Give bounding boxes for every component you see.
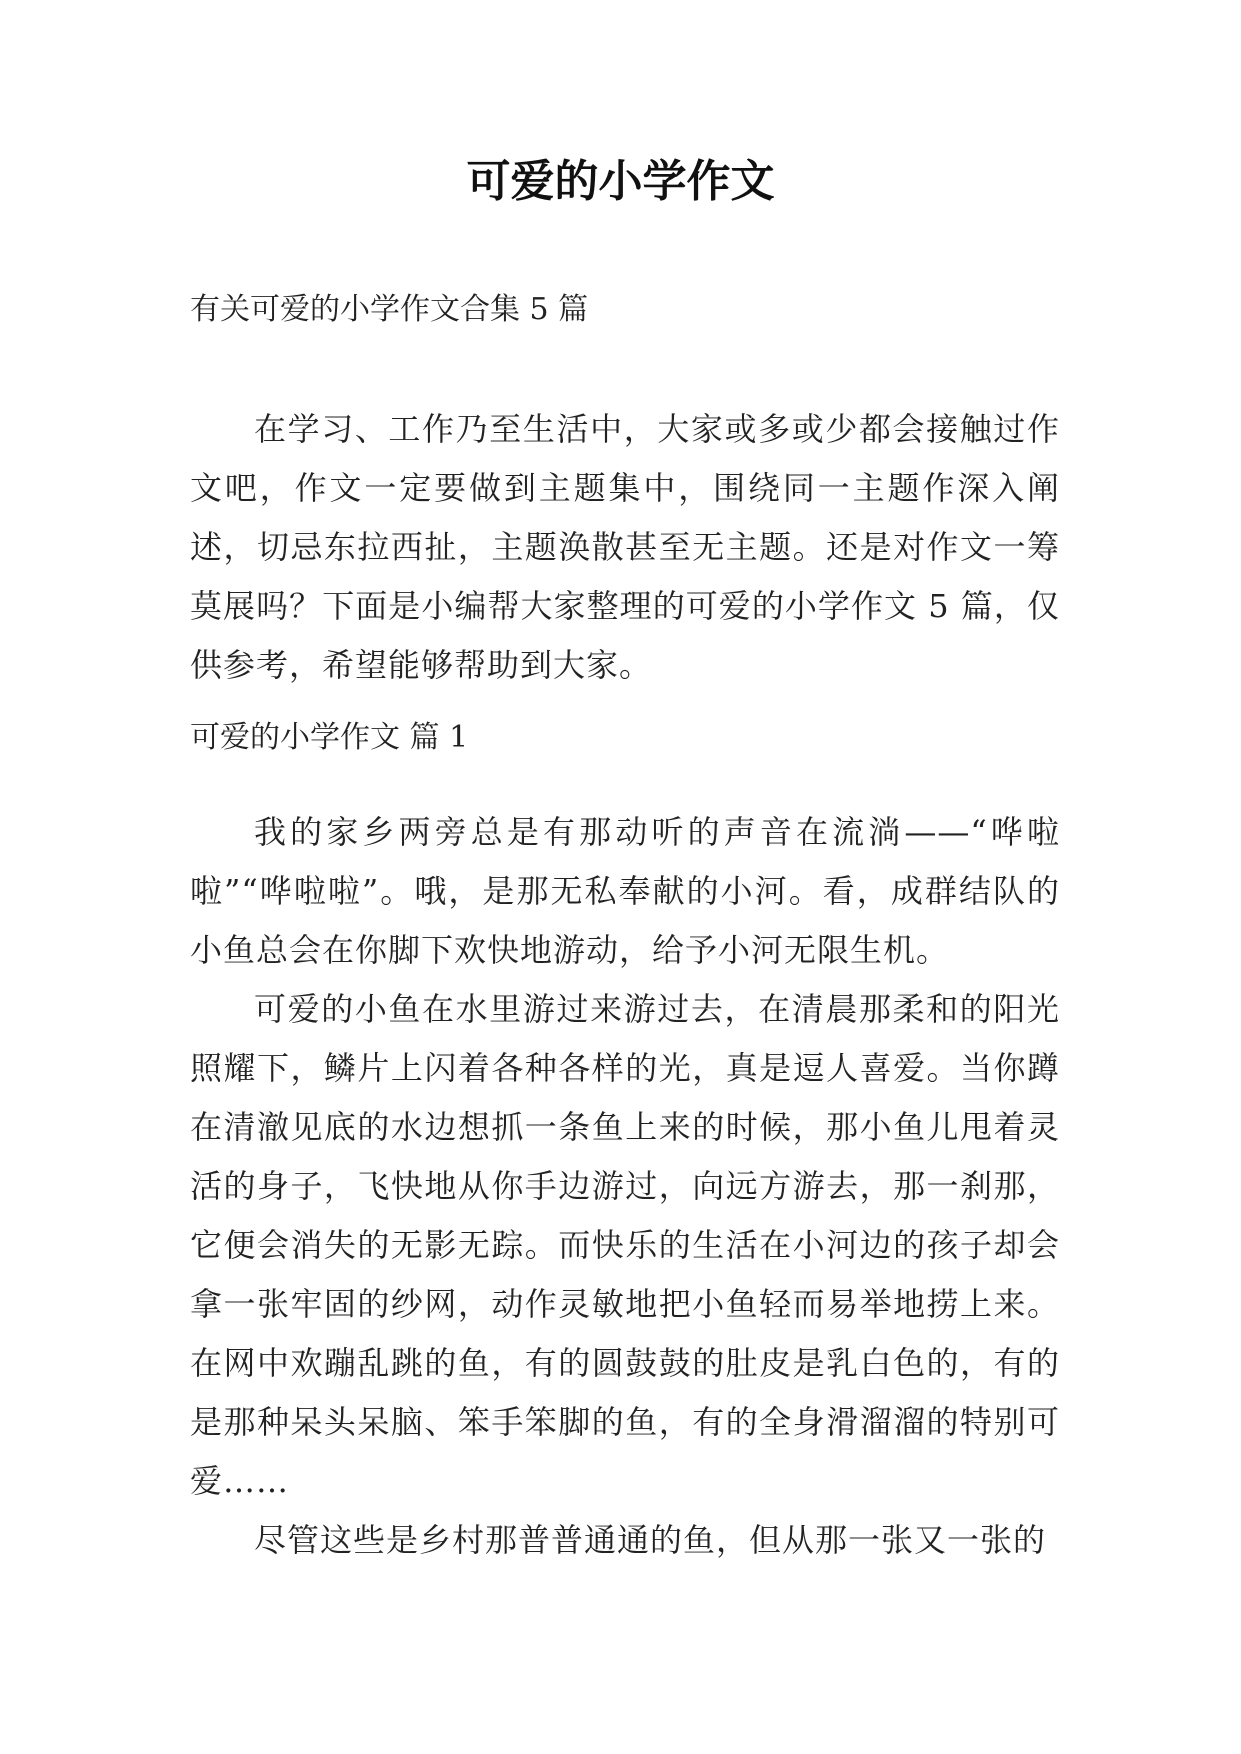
body-paragraph-2: 可爱的小鱼在水里游过来游过去，在清晨那柔和的阳光照耀下，鳞片上闪着各种各样的光，真是逗人喜爱。当你蹲在清澈见底的水边想抓一条鱼上来的时候，那小鱼儿甩着灵活的身子，飞快地从你手边游过，向远方游去，那一刹那，它便会消失的无影无踪。而快乐的生活在小河边的孩子却会拿一张牢固的纱网，动作灵敏地把小鱼轻而易举地捞上来。在网中欢蹦乱跳的鱼，有的圆鼓鼓的肚皮是乳白色的，有的是那种呆头呆脑、笨手笨脚的鱼，有的全身滑溜溜的特别可爱…… [190,990,1060,1500]
intro-paragraph: 在学习、工作乃至生活中，大家或多或少都会接触过作文吧，作文一定要做到主题集中，围绕同一主题作深入阐述，切忌东拉西扯，主题涣散甚至无主题。还是对作文一筹莫展吗？下面是小编帮大家整理的可爱的小学作文 5 篇，仅供参考，希望能够帮助到大家。 [190,410,1060,684]
document-subtitle: 有关可爱的小学作文合集 5 篇 [190,292,589,327]
body-paragraph-1: 我的家乡两旁总是有那动听的声音在流淌——“哗啦啦”“哗啦啦”。哦，是那无私奉献的小河。看，成群结队的小鱼总会在你脚下欢快地游动，给予小河无限生机。 [190,813,1060,969]
body-paragraph-3: 尽管这些是乡村那普普通通的鱼，但从那一张又一张的 [254,1521,1047,1559]
section-heading: 可爱的小学作文 篇 1 [190,720,469,755]
intro-block [190,400,1060,695]
document-title: 可爱的小学作文 [466,156,775,207]
section-body [190,803,1060,1570]
